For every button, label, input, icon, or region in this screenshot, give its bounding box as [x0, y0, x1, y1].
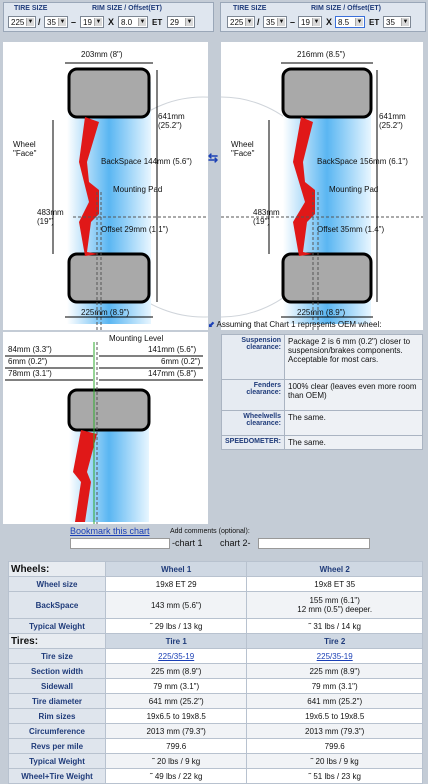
- tire1-size-text[interactable]: 225/35-19: [158, 651, 195, 661]
- tire2-size-link[interactable]: [247, 649, 423, 664]
- chevron-down-icon: ▼: [186, 19, 193, 25]
- row-key: BackSpace: [9, 592, 106, 619]
- info-value: The same.: [285, 436, 423, 450]
- row-key: Tire size: [9, 649, 106, 664]
- comment-chart2-input[interactable]: [258, 538, 370, 549]
- backspace-label: BackSpace 144mm (5.6"): [101, 157, 192, 166]
- mounting-pad-label: Mounting Pad: [329, 185, 379, 194]
- clearance-table: [221, 334, 423, 450]
- chevron-down-icon: ▼: [356, 19, 363, 25]
- offset-select[interactable]: [383, 16, 411, 28]
- slash: /: [38, 17, 41, 27]
- rim-diameter-select[interactable]: [298, 16, 322, 28]
- info-row: [222, 380, 423, 411]
- left-dim-3: 78mm (3.1"): [8, 369, 52, 378]
- oem-note: [208, 320, 381, 329]
- rim-width-value: 8.5: [338, 18, 350, 27]
- right-dim-2: 6mm (0.2"): [161, 357, 201, 366]
- tire1-value: 2013 mm (79.3"): [106, 724, 247, 739]
- chevron-down-icon: ▼: [27, 19, 34, 25]
- chevron-down-icon: ▼: [278, 19, 285, 25]
- tire2-value: 799.6: [247, 739, 423, 754]
- row-key: Rim sizes: [9, 709, 106, 724]
- chevron-down-icon: ▼: [313, 19, 320, 25]
- info-row: [222, 411, 423, 436]
- table-row: [9, 649, 423, 664]
- tire-size-header: TIRE SIZE: [233, 5, 267, 12]
- rim-width-value: 8.0: [121, 18, 133, 27]
- tire2-value: 19x6.5 to 19x8.5: [247, 709, 423, 724]
- backspace-label: BackSpace 156mm (6.1"): [317, 157, 408, 166]
- row-key: Wheel size: [9, 577, 106, 592]
- wheel2-value: ˜ 31 lbs / 14 kg: [247, 619, 423, 634]
- wheel2-header: Wheel 2: [247, 562, 423, 577]
- tires-header-row: [9, 634, 423, 649]
- dash: –: [290, 17, 296, 27]
- et-label: ET: [152, 18, 163, 27]
- table-row: [9, 724, 423, 739]
- offset-value: 35: [386, 18, 395, 27]
- wheel-diagram-2: [221, 42, 423, 330]
- specs-table: [8, 561, 423, 784]
- aspect-value: 35: [47, 18, 56, 27]
- tire-width-value: 225: [230, 18, 244, 27]
- tire1-header: Tire 1: [106, 634, 247, 649]
- right-dim-1: 141mm (5.6"): [148, 345, 197, 354]
- tire2-value: 641 mm (25.2"): [247, 694, 423, 709]
- slash: /: [257, 17, 260, 27]
- tire1-value: 799.6: [106, 739, 247, 754]
- table-row: [9, 577, 423, 592]
- diameter-label: 641mm (25.2"): [379, 112, 406, 130]
- bookmark-link[interactable]: Bookmark this chart: [70, 526, 150, 536]
- info-row: [222, 436, 423, 450]
- overlay-comparison-diagram: [3, 332, 208, 524]
- tire-width-select[interactable]: [8, 16, 36, 28]
- wheel-cross-section-2: [221, 42, 423, 330]
- chevron-down-icon: ▼: [246, 19, 253, 25]
- left-dim-2: 6mm (0.2"): [8, 357, 48, 366]
- wheel1-header: Wheel 1: [106, 562, 247, 577]
- aspect-select[interactable]: [263, 16, 287, 28]
- times: X: [108, 17, 115, 27]
- info-row: [222, 335, 423, 380]
- offset-select[interactable]: [167, 16, 195, 28]
- wheel1-value: 143 mm (5.6"): [106, 592, 247, 619]
- tire1-value: 225 mm (8.9"): [106, 664, 247, 679]
- dash: –: [71, 17, 77, 27]
- wheel1-value: 19x8 ET 29: [106, 577, 247, 592]
- tire-width-label: 225mm (8.9"): [81, 308, 130, 317]
- aspect-value: 35: [266, 18, 275, 27]
- diameter-label: 641mm (25.2"): [158, 112, 185, 130]
- chevron-down-icon: ▼: [95, 19, 102, 25]
- rim-width-label: 203mm (8"): [81, 50, 123, 59]
- arrow-icon: ⬋: [208, 320, 215, 329]
- tire2-value: 79 mm (3.1"): [247, 679, 423, 694]
- tire2-header: Tire 2: [247, 634, 423, 649]
- offset-value: 29: [170, 18, 179, 27]
- info-key: SPEEDOMETER:: [222, 436, 285, 450]
- info-key: Suspension clearance:: [222, 335, 285, 380]
- wheel-diagram-1: [3, 42, 208, 330]
- rim-diameter-label: 483mm (19"): [253, 208, 280, 226]
- tire1-value: ˜ 49 lbs / 22 kg: [106, 769, 247, 784]
- row-key: Typical Weight: [9, 619, 106, 634]
- offset-label: Offset 29mm (1.1"): [101, 225, 169, 234]
- rim-diameter-label: 483mm (19"): [37, 208, 64, 226]
- size-selector-1: [3, 2, 214, 32]
- table-row: [9, 739, 423, 754]
- et-label: ET: [369, 18, 380, 27]
- row-key: Revs per mile: [9, 739, 106, 754]
- chart2-label: chart 2-: [220, 538, 251, 548]
- tire1-size-link[interactable]: [106, 649, 247, 664]
- wheel-cross-section-1: [3, 42, 208, 330]
- chevron-down-icon: ▼: [139, 19, 146, 25]
- tire1-value: 641 mm (25.2"): [106, 694, 247, 709]
- wheel2-value: 19x8 ET 35: [247, 577, 423, 592]
- tire2-value: 2013 mm (79.3"): [247, 724, 423, 739]
- row-key: Circumference: [9, 724, 106, 739]
- tire1-value: 19x6.5 to 19x8.5: [106, 709, 247, 724]
- tire2-value: 225 mm (8.9"): [247, 664, 423, 679]
- size-selector-2: [220, 2, 426, 32]
- offset-label: Offset 35mm (1.4"): [317, 225, 385, 234]
- tire-width-value: 225: [11, 18, 25, 27]
- mounting-level-label: Mounting Level: [109, 334, 164, 343]
- wheels-title: Wheels:: [9, 562, 106, 577]
- times: X: [326, 17, 333, 27]
- swap-icon[interactable]: ⇆: [208, 151, 219, 165]
- table-row: [9, 694, 423, 709]
- rim-size-header: RIM SIZE / Offset(ET): [92, 5, 162, 12]
- comments-label: Add comments (optional):: [170, 528, 250, 535]
- tire-size-header: TIRE SIZE: [14, 5, 48, 12]
- oem-note-text: Assuming that Chart 1 represents OEM wheel:: [216, 320, 382, 329]
- row-key: Section width: [9, 664, 106, 679]
- right-dim-3: 147mm (5.8"): [148, 369, 197, 378]
- row-key: Typical Weight: [9, 754, 106, 769]
- tire2-value: ˜ 20 lbs / 9 kg: [247, 754, 423, 769]
- left-dim-1: 84mm (3.3"): [8, 345, 52, 354]
- wheel-face-label: Wheel "Face": [231, 140, 255, 158]
- info-value: The same.: [285, 411, 423, 436]
- rim-size-header: RIM SIZE / Offset(ET): [311, 5, 381, 12]
- table-row: [9, 679, 423, 694]
- chevron-down-icon: ▼: [402, 19, 409, 25]
- rim-value: 19: [301, 18, 310, 27]
- rim-value: 19: [83, 18, 92, 27]
- tires-title: Tires:: [9, 634, 106, 649]
- tire-width-label: 225mm (8.9"): [297, 308, 346, 317]
- tire1-value: ˜ 20 lbs / 9 kg: [106, 754, 247, 769]
- rim-width-label: 216mm (8.5"): [297, 50, 346, 59]
- tire2-value: ˜ 51 lbs / 23 kg: [247, 769, 423, 784]
- wheels-header-row: [9, 562, 423, 577]
- tire-width-select[interactable]: [227, 16, 255, 28]
- row-key: Wheel+Tire Weight: [9, 769, 106, 784]
- table-row: [9, 619, 423, 634]
- row-key: Sidewall: [9, 679, 106, 694]
- tire1-value: 79 mm (3.1"): [106, 679, 247, 694]
- info-key: Wheelwells clearance:: [222, 411, 285, 436]
- info-value: 100% clear (leaves even more room than OEM): [285, 380, 423, 411]
- info-key: Fenders clearance:: [222, 380, 285, 411]
- mounting-pad-label: Mounting Pad: [113, 185, 163, 194]
- row-key: Tire diameter: [9, 694, 106, 709]
- table-row: [9, 592, 423, 619]
- rim-width-select[interactable]: [335, 16, 365, 28]
- table-row: [9, 709, 423, 724]
- chart1-label: -chart 1: [172, 538, 203, 548]
- rim-diameter-select[interactable]: [80, 16, 104, 28]
- wheel-face-label: Wheel "Face": [13, 140, 37, 158]
- comment-chart1-input[interactable]: [70, 538, 170, 549]
- tire2-size-text[interactable]: 225/35-19: [316, 651, 353, 661]
- wheel1-value: ˜ 29 lbs / 13 kg: [106, 619, 247, 634]
- chevron-down-icon: ▼: [59, 19, 66, 25]
- rim-width-select[interactable]: [118, 16, 148, 28]
- wheel2-value: 155 mm (6.1") 12 mm (0.5") deeper.: [247, 592, 423, 619]
- aspect-select[interactable]: [44, 16, 68, 28]
- info-value: Package 2 is 6 mm (0.2") closer to suspension/brakes components. Acceptable for most cars.: [285, 335, 423, 380]
- table-row: [9, 769, 423, 784]
- table-row: [9, 664, 423, 679]
- table-row: [9, 754, 423, 769]
